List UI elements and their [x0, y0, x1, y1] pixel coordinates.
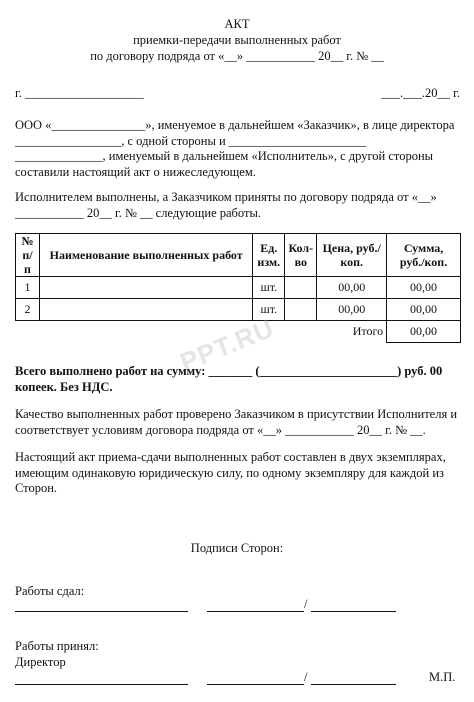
- header-qty: Кол-во: [285, 234, 317, 277]
- seal-label: М.П.: [429, 670, 456, 684]
- header-unit: Ед. изм.: [253, 234, 285, 277]
- row-price: 00,00: [317, 277, 387, 299]
- row-num: 2: [16, 299, 40, 321]
- accepted-slash: /: [304, 670, 308, 684]
- total-label: Итого: [352, 324, 384, 339]
- accepted-signature-line: [15, 684, 188, 685]
- table-header-row: [16, 234, 461, 277]
- row-unit: шт.: [253, 299, 285, 321]
- row-unit: шт.: [253, 277, 285, 299]
- handed-over-slash: /: [304, 597, 308, 611]
- director-label: Директор: [15, 655, 66, 669]
- row-sum: 00,00: [387, 299, 461, 321]
- row-qty: [285, 277, 317, 299]
- accepted-label: Работы принял:: [15, 639, 99, 653]
- header-price: Цена, руб./коп.: [317, 234, 387, 277]
- table-row: [16, 299, 461, 321]
- accepted-name-line-1: [207, 684, 304, 685]
- document-subtitle: приемки-передачи выполненных работ: [133, 33, 341, 47]
- header-name: Наименование выполненных работ: [39, 234, 252, 277]
- row-name: [39, 299, 252, 321]
- row-qty: [285, 299, 317, 321]
- total-amount-paragraph: Всего выполнено работ на сумму: _______ (______________________) руб. 00 копеек. Без НДС.: [15, 364, 443, 394]
- row-name: [39, 277, 252, 299]
- works-intro-paragraph: Исполнителем выполнены, а Заказчиком приняты по договору подряда от «__» ___________ 20__ г. № __ следующие работы.: [15, 190, 437, 220]
- copies-paragraph: Настоящий акт приема-сдачи выполненных работ составлен в двух экземплярах, имеющим одинаковую юридическую силу, по одному экземпляру для каждой из Сторон.: [15, 450, 446, 495]
- document-title: АКТ: [224, 17, 250, 31]
- header-sum: Сумма, руб./коп.: [387, 234, 461, 277]
- handed-over-label: Работы сдал:: [15, 584, 85, 598]
- handed-over-name-line-2: [311, 611, 396, 612]
- contract-reference: по договору подряда от «__» ___________ 20__ г. № __: [90, 49, 384, 63]
- row-price: 00,00: [317, 299, 387, 321]
- watermark: PPT.RU: [175, 312, 279, 378]
- row-num: 1: [16, 277, 40, 299]
- signatures-heading: Подписи Сторон:: [190, 541, 284, 555]
- handed-over-signature-line: [15, 611, 188, 612]
- quality-paragraph: Качество выполненных работ проверено Заказчиком в присутствии Исполнителя и соответствует условиям договора подряда от «__» ___________ 20__ г. № __.: [15, 407, 458, 437]
- table-row: [16, 277, 461, 299]
- row-sum: 00,00: [387, 277, 461, 299]
- total-value: 00,00: [387, 321, 461, 343]
- header-num: № п/п: [16, 234, 40, 277]
- accepted-name-line-2: [311, 684, 396, 685]
- date-field: ___.___.20__ г.: [381, 86, 460, 100]
- handed-over-name-line-1: [207, 611, 304, 612]
- intro-paragraph: ООО «_______________», именуемое в дальнейшем «Заказчик», в лице директора _________________, с одной стороны и ______________________ ______________, именуемый в дальнейшем «Исполнитель», с другой стороны составили настоящий акт о нижеследующем.: [15, 118, 455, 179]
- city-field: г. ___________________: [15, 86, 144, 100]
